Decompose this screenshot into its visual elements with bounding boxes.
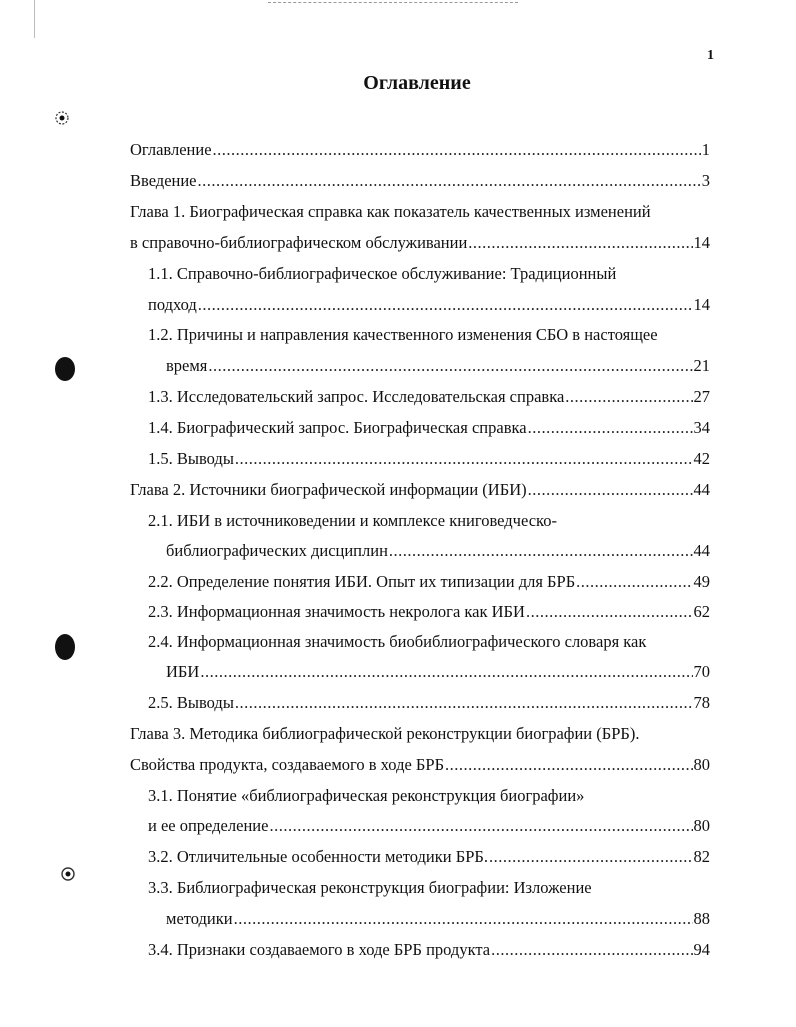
toc-entry-2-1-cont[interactable]: библиографических дисциплин ..... 44 [166,541,710,561]
toc-entry-chapter-3[interactable]: Глава 3. Методика библиографической реконструкции биографии (БРБ). [130,724,640,743]
toc-entry-2-3[interactable]: 2.3. Информационная значимость некролога как ИБИ ..... 62 [148,602,710,622]
toc-entry-3-1-cont[interactable]: и ее определение ..... 80 [148,816,710,836]
toc-entry-2-4-cont[interactable]: ИБИ ..... 70 [166,662,710,682]
toc-entry-1-5[interactable]: 1.5. Выводы ..... 42 [148,449,710,469]
toc-entry-2-4[interactable]: 2.4. Информационная значимость биобиблиографического словаря как [148,632,647,651]
page-title: Оглавление [363,72,471,94]
toc-entry-chapter-1[interactable]: Глава 1. Биографическая справка как показатель качественных изменений [130,202,651,221]
toc-entry-2-1[interactable]: 2.1. ИБИ в источниковедении и комплексе книговедческо- [148,511,557,530]
toc-entry-1-4[interactable]: 1.4. Биографический запрос. Биографическая справка ..... 34 [148,418,710,438]
toc-entry-2-2[interactable]: 2.2. Определение понятия ИБИ. Опыт их типизации для БРБ ..... 49 [148,572,710,592]
toc-entry-1-2-cont[interactable]: время ..... 21 [166,356,710,376]
toc-entry-1-1[interactable]: 1.1. Справочно-библиографическое обслуживание: Традиционный [148,264,617,283]
toc-entry-chapter-2[interactable]: Глава 2. Источники биографической информации (ИБИ) ..... 44 [130,480,710,500]
toc-entry-vvedenie[interactable]: Введение ..... 3 [130,171,710,191]
toc-entry-3-2[interactable]: 3.2. Отличительные особенности методики БРБ. ..... 82 [148,847,710,867]
toc-entry-chapter-3-cont[interactable]: Свойства продукта, создаваемого в ходе БРБ ..... 80 [130,755,710,775]
toc-entry-2-5[interactable]: 2.5. Выводы ..... 78 [148,693,710,713]
toc-entry-oglavlenie[interactable]: Оглавление ..... 1 [130,140,710,160]
toc-entry-3-1[interactable]: 3.1. Понятие «библиографическая реконструкция биографии» [148,786,585,805]
toc-entry-3-3[interactable]: 3.3. Библиографическая реконструкция биографии: Изложение [148,878,592,897]
page-number: 1 [707,48,714,63]
toc-entry-chapter-1-cont[interactable]: в справочно-библиографическом обслуживании ..... 14 [130,233,710,253]
toc-entry-1-1-cont[interactable]: подход ..... 14 [148,295,710,315]
toc-entry-3-4[interactable]: 3.4. Признаки создаваемого в ходе БРБ продукта ..... 94 [148,940,710,960]
toc-entry-1-2[interactable]: 1.2. Причины и направления качественного изменения СБО в настоящее [148,325,658,344]
toc-entry-3-3-cont[interactable]: методики ..... 88 [166,909,710,929]
toc-entry-1-3[interactable]: 1.3. Исследовательский запрос. Исследовательская справка ..... 27 [148,387,710,407]
